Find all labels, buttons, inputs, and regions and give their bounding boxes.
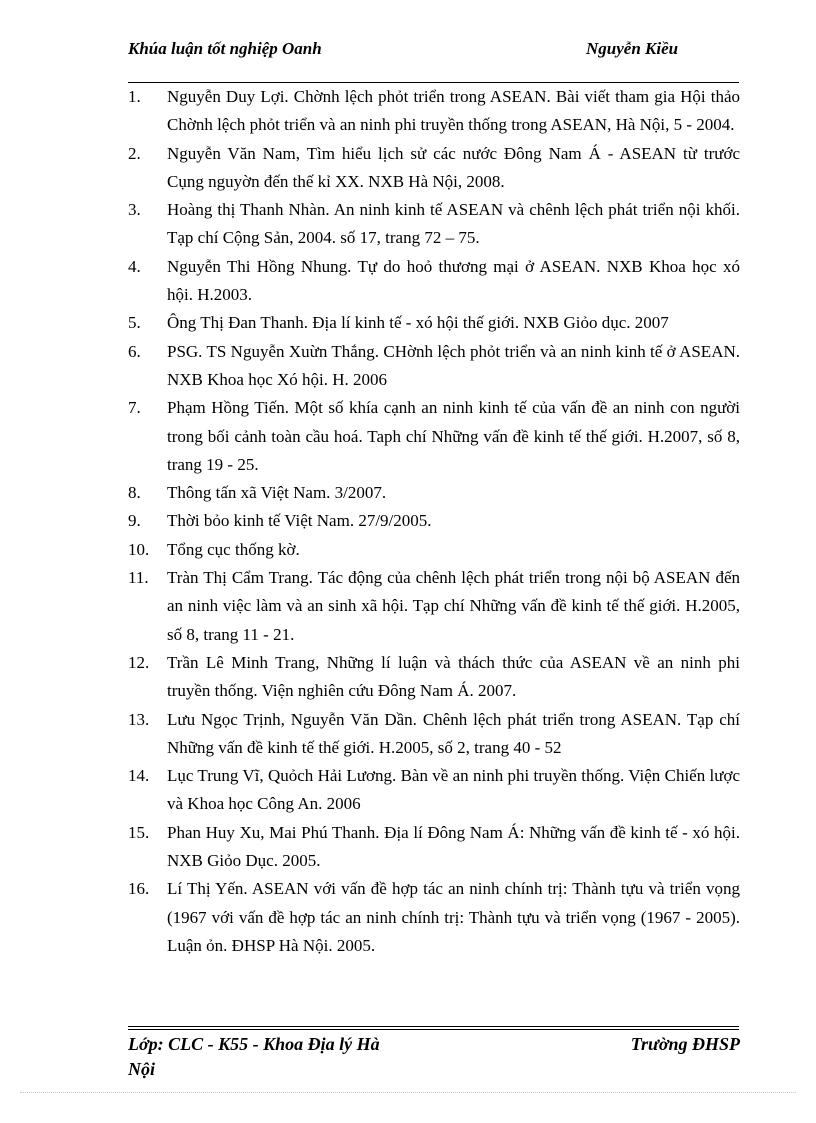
reference-text: Phạm Hồng Tiến. Một số khía cạnh an ninh kinh tế của vấn đề an ninh con người trong bối cảnh toàn cầu hoá. Taph chí Những vấn đề kinh tế thế giới. H.2007, số 8, trang 19 - 25. [167, 398, 740, 474]
reference-number: 3. [128, 200, 141, 220]
reference-number: 10. [128, 539, 150, 559]
reference-text: Phan Huy Xu, Mai Phú Thanh. Địa lí Đông Nam Á: Những vấn đề kinh tế - xó hội. NXB Giỏo Dục. 2005. [167, 822, 740, 871]
reference-item [128, 649, 740, 706]
page-header [128, 38, 738, 84]
reference-item [128, 309, 740, 337]
reference-text: Tràn Thị Cẩm Trang. Tác động của chênh lệch phát triển trong nội bộ ASEAN đến an ninh việc làm và an sinh xã hội. Tạp chí Những vấn đề kinh tế thế giới. H.2005, số 8, trang 11 - 21. [167, 568, 740, 644]
reference-text: Ông Thị Đan Thanh. Địa lí kinh tế - xó hội thế giới. NXB Giỏo dục. 2007 [167, 313, 669, 333]
reference-text: Nguyễn Thi Hồng Nhung. Tự do hoỏ thương mại ở ASEAN. NXB Khoa học xó hội. H.2003. [167, 256, 740, 305]
footer-divider [128, 1026, 739, 1027]
reference-item [128, 536, 740, 564]
reference-item [128, 762, 740, 819]
reference-item [128, 394, 740, 479]
reference-item [128, 819, 740, 876]
reference-number: 1. [128, 87, 141, 106]
reference-text: Lí Thị Yến. ASEAN với vấn đề hợp tác an ninh chính trị: Thành tựu và triển vọng (1967 với vấn đề hợp tác an ninh chính trị: Thành tựu và triển vọng (1967 - 2005). Luận ỏn. ĐHSP Hà Nội. 2005. [167, 879, 740, 955]
reference-number: 14. [128, 766, 150, 786]
reference-text: Thông tấn xã Việt Nam. 3/2007. [167, 483, 387, 503]
footer-divider [128, 1029, 739, 1030]
reference-number: 2. [128, 143, 141, 163]
header-right-text: Nguyễn Kiều [586, 39, 679, 58]
page-edge [20, 1092, 796, 1093]
reference-number: 4. [128, 256, 141, 276]
reference-text: Thời bỏo kinh tế Việt Nam. 27/9/2005. [167, 511, 432, 531]
reference-text: Nguyễn Duy Lợi. Chờnh lệch phỏt triển trong ASEAN. Bài viết tham gia Hội thảo Chờnh lệch phỏt triển và an ninh phi truyền thống trong ASEAN, Hà Nội, 5 - 2004. [167, 87, 740, 135]
reference-item [128, 564, 740, 649]
footer-right-text: Trường ĐHSP [630, 1034, 740, 1054]
reference-text: Lục Trung Vĩ, Quỏch Hải Lương. Bàn về an ninh phi truyền thống. Viện Chiến lược và Khoa học Công An. 2006 [167, 766, 740, 814]
reference-item [128, 479, 740, 507]
page-footer [128, 1032, 740, 1082]
reference-text: Hoàng thị Thanh Nhàn. An ninh kinh tế ASEAN và chênh lệch phát triển nội khối. Tạp chí Cộng Sản, 2004. số 17, trang 72 – 75. [167, 200, 740, 248]
reference-item [128, 875, 740, 960]
reference-item [128, 196, 740, 253]
reference-number: 7. [128, 398, 141, 418]
header-left-text: Khúa luận tốt nghiệp Oanh [128, 39, 322, 58]
reference-number: 12. [128, 652, 150, 672]
reference-number: 15. [128, 822, 150, 842]
reference-text: Tổng cục thống kờ. [167, 539, 300, 559]
reference-item [128, 140, 740, 197]
reference-text: Lưu Ngọc Trịnh, Nguyễn Văn Dần. Chênh lệch phát triển trong ASEAN. Tạp chí Những vấn đề kinh tế thế giới. H.2005, số 2, trang 40 - 52 [167, 709, 740, 757]
reference-item [128, 706, 740, 763]
reference-item [128, 338, 740, 395]
reference-number: 9. [128, 511, 141, 531]
reference-text: Nguyễn Văn Nam, Tìm hiểu lịch sử các nước Đông Nam Á - ASEAN từ trước Cụng nguyờn đến thế kỉ XX. NXB Hà Nội, 2008. [167, 143, 740, 191]
reference-item [128, 253, 740, 310]
reference-number: 6. [128, 341, 141, 361]
reference-number: 8. [128, 483, 141, 503]
reference-text: PSG. TS Nguyễn Xuừn Thắng. CHờnh lệch phỏt triển và an ninh kinh tế ở ASEAN. NXB Khoa học Xó hội. H. 2006 [167, 341, 740, 389]
reference-number: 11. [128, 568, 149, 588]
reference-list [128, 83, 740, 960]
reference-number: 13. [128, 709, 150, 729]
reference-text: Trần Lê Minh Trang, Những lí luận và thách thức của ASEAN về an ninh phi truyền thống. Viện nghiên cứu Đông Nam Á. 2007. [167, 652, 740, 701]
reference-number: 5. [128, 313, 141, 333]
reference-item [128, 507, 740, 535]
footer-left-text: Lớp: CLC - K55 - Khoa Địa lý Hà Nội [128, 1034, 380, 1079]
reference-number: 16. [128, 879, 150, 899]
reference-item [128, 83, 740, 140]
